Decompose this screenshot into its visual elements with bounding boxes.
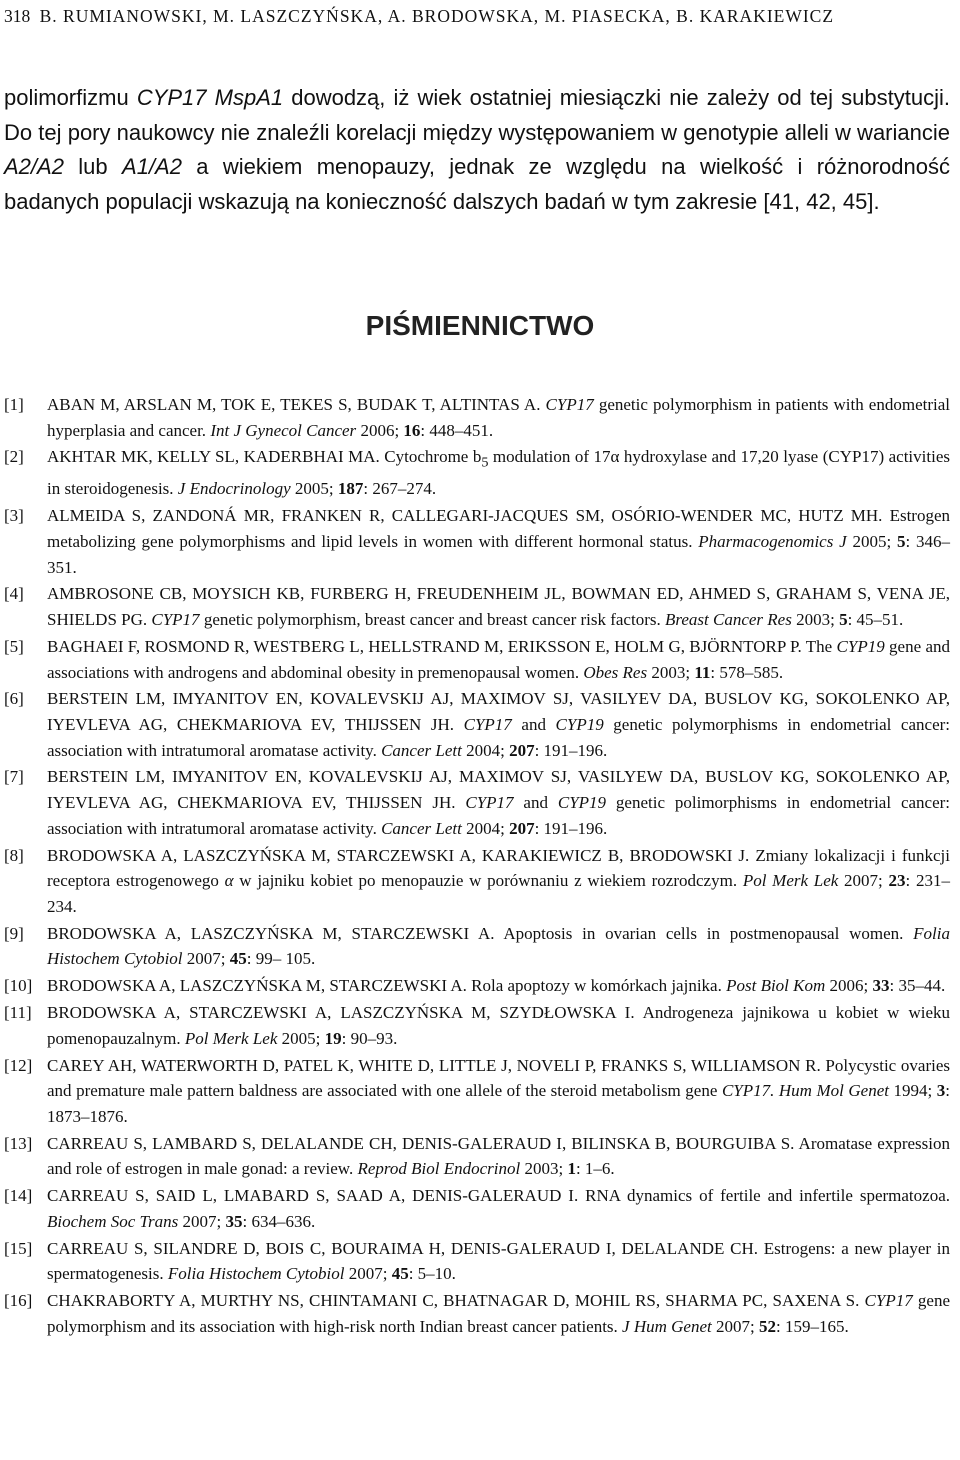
reference-item: [4, 634, 950, 685]
reference-authors-title: BERSTEIN LM, IMYANITOV EN, KOVALEVSKIJ AJ, MAXIMOV SJ, VASILYEV DA, BUSLOV KG, SOKOLENKO AP, IYEVLEVA AG, CHEKMARIOVA EV, THIJSSEN JH.: [47, 689, 950, 734]
reference-number: [3]: [4, 506, 24, 526]
reference-authors-title: BRODOWSKA A, LASZCZYŃSKA M, STARCZEWSKI A. Rola apoptozy w komórkach jajnika.: [47, 976, 727, 996]
reference-item: [4, 1053, 950, 1130]
body-text-part: dowodzą, iż wiek ostatniej miesiączki nie zależy od tej substytucji. Do tej pory naukowcy nie znaleźli korelacji między występowaniem w genotypie alleli w wariancie: [4, 85, 950, 145]
reference-journal: Cancer Lett: [381, 818, 462, 838]
reference-year: 2006;: [356, 420, 404, 440]
reference-authors-title: AMBROSONE CB, MOYSICH KB, FURBERG H, FREUDENHEIM JL, BOWMAN ED, AHMED S, GRAHAM S, VENA JE, SHIELDS PG.: [47, 584, 950, 630]
body-text-italic: A1/A2: [122, 154, 182, 179]
reference-item: [4, 1183, 950, 1234]
reference-journal: Folia Histochem Cytobiol: [47, 923, 950, 969]
reference-title: and: [511, 715, 556, 734]
reference-gene-italic: CYP17: [545, 395, 594, 414]
reference-year: 2007;: [344, 1264, 392, 1284]
reference-volume: 207: [509, 740, 535, 760]
header-authors: B. RUMIANOWSKI, M. LASZCZYŃSKA, A. BRODOWSKA, M. PIASECKA, B. KARAKIEWICZ: [39, 6, 835, 26]
reference-year: 2004;: [461, 740, 510, 760]
reference-volume: 207: [509, 818, 535, 838]
reference-title: w jajniku kobiet po menopauzie w porównaniu z wiekiem rozrodczym.: [233, 871, 743, 891]
body-text-italic: A2/A2: [4, 154, 64, 179]
reference-pages: : 5–10.: [408, 1264, 456, 1284]
reference-volume: 5: [839, 610, 848, 630]
reference-number: [13]: [4, 1133, 33, 1153]
reference-title-cont: modulation of 17α hydroxylase and 17,20 lyase (CYP17) activities in steroidogenesis.: [47, 447, 950, 499]
reference-number: [16]: [4, 1291, 33, 1311]
reference-volume: 11: [694, 662, 711, 682]
reference-item: [4, 921, 950, 972]
reference-year: 2005;: [277, 1028, 325, 1048]
reference-item: [4, 1236, 950, 1287]
reference-volume: 33: [872, 976, 890, 996]
reference-authors-title: AKHTAR MK, KELLY SL, KADERBHAI MA. Cytochrome b: [47, 447, 482, 467]
reference-list: [4, 392, 950, 1341]
reference-year: 2007;: [182, 949, 230, 969]
body-text-part: lub: [63, 154, 123, 179]
reference-pages: : 1873–1876.: [47, 1081, 950, 1126]
reference-title: and: [513, 793, 558, 813]
running-header: [4, 6, 834, 27]
reference-item: [4, 973, 950, 999]
reference-journal: Cancer Lett: [381, 740, 462, 760]
reference-title: genetic polymorphisms in endometrial cancer: association with intratumoral aromatase activity.: [47, 715, 950, 760]
reference-volume: 19: [324, 1028, 342, 1048]
reference-number: [14]: [4, 1186, 33, 1206]
reference-journal: Pharmacogenomics J: [698, 531, 847, 551]
reference-journal: Folia Histochem Cytobiol: [167, 1264, 345, 1284]
reference-gene-italic: CYP17. Hum Mol Genet: [721, 1081, 889, 1101]
reference-pages: : 346–351.: [47, 531, 950, 577]
reference-item: [4, 1131, 950, 1182]
reference-volume: 52: [758, 1316, 776, 1336]
reference-journal: Reprod Biol Endocrinol: [357, 1159, 521, 1179]
reference-year: 2003;: [520, 1159, 568, 1179]
reference-pages: : 1–6.: [575, 1159, 615, 1179]
reference-gene-italic: CYP19: [555, 715, 604, 734]
reference-year: 2006;: [825, 976, 873, 996]
reference-pages: : 231–234.: [47, 871, 950, 916]
reference-gene-italic: α: [224, 871, 234, 891]
reference-volume: 23: [888, 871, 906, 891]
section-heading: PIŚMIENNICTWO: [365, 310, 595, 341]
reference-authors-title: CHAKRABORTY A, MURTHY NS, CHINTAMANI C, BHATNAGAR D, MOHIL RS, SHARMA PC, SAXENA S.: [47, 1291, 865, 1311]
reference-authors-title: BRODOWSKA A, LASZCZYŃSKA M, STARCZEWSKI A. Apoptosis in ovarian cells in postmenopausal women.: [47, 923, 914, 943]
body-text-part: polimorfizmu: [4, 85, 137, 110]
page-number: 318: [4, 6, 31, 26]
reference-year: 2005;: [290, 479, 338, 499]
reference-year: 2007;: [711, 1316, 759, 1336]
reference-number: [2]: [4, 447, 24, 467]
reference-title: genetic polymorphism in patients with endometrial hyperplasia and cancer.: [47, 395, 950, 440]
reference-volume: 5: [896, 531, 906, 551]
reference-item: [4, 581, 950, 632]
reference-number: [6]: [4, 689, 24, 709]
reference-authors-title: ALMEIDA S, ZANDONÁ MR, FRANKEN R, CALLEGARI-JACQUES SM, OSÓRIO-WENDER MC, HUTZ MH. Estrogen metabolizing gene polymorphisms and lipid levels in women with different hormonal status.: [47, 506, 950, 551]
reference-journal: Pol Merk Lek: [184, 1028, 278, 1048]
reference-gene-italic: CYP17: [151, 610, 200, 630]
reference-year: 2003;: [791, 610, 840, 630]
reference-year: 2005;: [846, 531, 897, 551]
reference-number: [8]: [4, 845, 24, 865]
reference-volume: 3: [936, 1081, 946, 1101]
reference-pages: : 99– 105.: [246, 949, 316, 969]
reference-pages: : 35–44.: [889, 976, 946, 996]
reference-item: [4, 444, 950, 502]
reference-title: gene and associations with androgens and abdominal obesity in premenopausal women.: [47, 636, 950, 682]
reference-authors-title: CARREAU S, SILANDRE D, BOIS C, BOURAIMA H, DENIS-GALERAUD I, DELALANDE CH. Estrogens: a new player in spermatogenesis.: [47, 1238, 950, 1284]
reference-number: [10]: [4, 976, 33, 996]
reference-gene-italic: CYP17: [465, 793, 514, 813]
reference-volume: 187: [337, 479, 364, 499]
reference-title: genetic polymorphism, breast cancer and breast cancer risk factors.: [199, 610, 665, 630]
reference-number: [4]: [4, 584, 24, 604]
reference-year: 2007;: [178, 1211, 226, 1231]
reference-number: [15]: [4, 1238, 33, 1258]
reference-item: [4, 1288, 950, 1339]
reference-pages: : 90–93.: [341, 1028, 398, 1048]
reference-pages: : 634–636.: [242, 1211, 316, 1231]
reference-authors-title: BRODOWSKA A, LASZCZYŃSKA M, STARCZEWSKI A, KARAKIEWICZ B, BRODOWSKI J. Zmiany lokalizacji i funkcji receptora estrogenowego: [47, 845, 950, 891]
reference-year: 1994;: [888, 1081, 937, 1101]
reference-volume: 1: [567, 1159, 576, 1179]
reference-gene-italic: CYP17: [463, 715, 512, 734]
reference-volume: 45: [391, 1264, 409, 1284]
reference-number: [5]: [4, 636, 24, 656]
reference-pages: : 191–196.: [534, 818, 608, 838]
body-text-italic: CYP17 MspA1: [136, 85, 284, 110]
reference-volume: 16: [403, 420, 421, 440]
reference-year: 2003;: [647, 662, 695, 682]
reference-journal: Breast Cancer Res: [664, 610, 792, 630]
reference-authors-title: ABAN M, ARSLAN M, TOK E, TEKES S, BUDAK T, ALTINTAS A.: [47, 395, 546, 414]
reference-journal: Biochem Soc Trans: [47, 1211, 179, 1231]
reference-authors-title: BERSTEIN LM, IMYANITOV EN, KOVALEVSKIJ AJ, MAXIMOV SJ, VASILYEW DA, BUSLOV KG, SOKOLENKO AP, IYEVLEVA AG, CHEKMARIOVA EV, THIJSSEN JH.: [47, 767, 950, 813]
reference-authors-title: CAREY AH, WATERWORTH D, PATEL K, WHITE D, LITTLE J, NOVELI P, FRANKS S, WILLIAMSON R. Polycystic ovaries and premature male pattern baldness are associated with one allele of the steroid metabolism gene: [47, 1055, 950, 1101]
reference-journal: J Endocrinology: [177, 479, 291, 499]
reference-pages: : 159–165.: [775, 1316, 849, 1336]
reference-authors-title: BAGHAEI F, ROSMOND R, WESTBERG L, HELLSTRAND M, ERIKSSON E, HOLM G, BJÖRNTORP P. The: [47, 636, 837, 656]
reference-volume: 45: [229, 949, 247, 969]
reference-volume: 35: [225, 1211, 243, 1231]
reference-item: [4, 1000, 950, 1051]
reference-journal: Int J Gynecol Cancer: [210, 420, 357, 440]
reference-pages: : 191–196.: [534, 740, 608, 760]
reference-journal: J Hum Genet: [622, 1316, 712, 1336]
reference-journal: Pol Merk Lek: [742, 871, 839, 891]
reference-number: [11]: [4, 1003, 32, 1023]
reference-item: [4, 392, 950, 443]
reference-number: [1]: [4, 395, 24, 414]
body-text-part: a wiekiem menopauzy, jednak ze względu na wielkość i różnorodność badanych populacji wskazują na konieczność dalszych badań w tym zakresie [41, 42, 45].: [4, 154, 950, 214]
reference-item: [4, 686, 950, 763]
reference-year: 2004;: [461, 818, 510, 838]
reference-number: [7]: [4, 767, 24, 787]
reference-item: [4, 764, 950, 841]
reference-authors-title: CARREAU S, SAID L, LMABARD S, SAAD A, DENIS-GALERAUD I. RNA dynamics of fertile and infertile spermatozoa.: [47, 1186, 950, 1206]
reference-gene-italic: CYP19: [836, 636, 885, 656]
reference-item: [4, 843, 950, 920]
reference-pages: : 267–274.: [363, 479, 437, 499]
body-paragraph: [4, 81, 950, 219]
reference-item: [4, 503, 950, 580]
reference-gene-italic: CYP19: [557, 793, 607, 813]
reference-pages: : 578–585.: [710, 662, 784, 682]
reference-journal: Obes Res: [583, 662, 648, 682]
reference-number: [9]: [4, 923, 24, 943]
reference-title: gene polymorphism and its association with high-risk north Indian breast cancer patients.: [47, 1291, 950, 1336]
reference-year: 2007;: [838, 871, 889, 891]
reference-number: [12]: [4, 1055, 33, 1075]
reference-authors-title: BRODOWSKA A, STARCZEWSKI A, LASZCZYŃSKA M, SZYDŁOWSKA I. Androgeneza jajnikowa u kobiet w wieku pomenopauzalnym.: [47, 1003, 950, 1048]
reference-pages: : 448–451.: [420, 420, 494, 440]
reference-title: genetic polimorphisms in endometrial cancer: association with intratumoral aromatase activity.: [47, 793, 951, 838]
reference-journal: Post Biol Kom: [726, 976, 826, 996]
reference-subscript: 5: [481, 454, 489, 471]
reference-authors-title: CARREAU S, LAMBARD S, DELALANDE CH, DENIS-GALERAUD I, BILINSKA B, BOURGUIBA S. Aromatase expression and role of estrogen in male gonad: a review.: [47, 1133, 950, 1179]
reference-gene-italic: CYP17: [864, 1291, 913, 1311]
reference-pages: : 45–51.: [847, 610, 904, 630]
